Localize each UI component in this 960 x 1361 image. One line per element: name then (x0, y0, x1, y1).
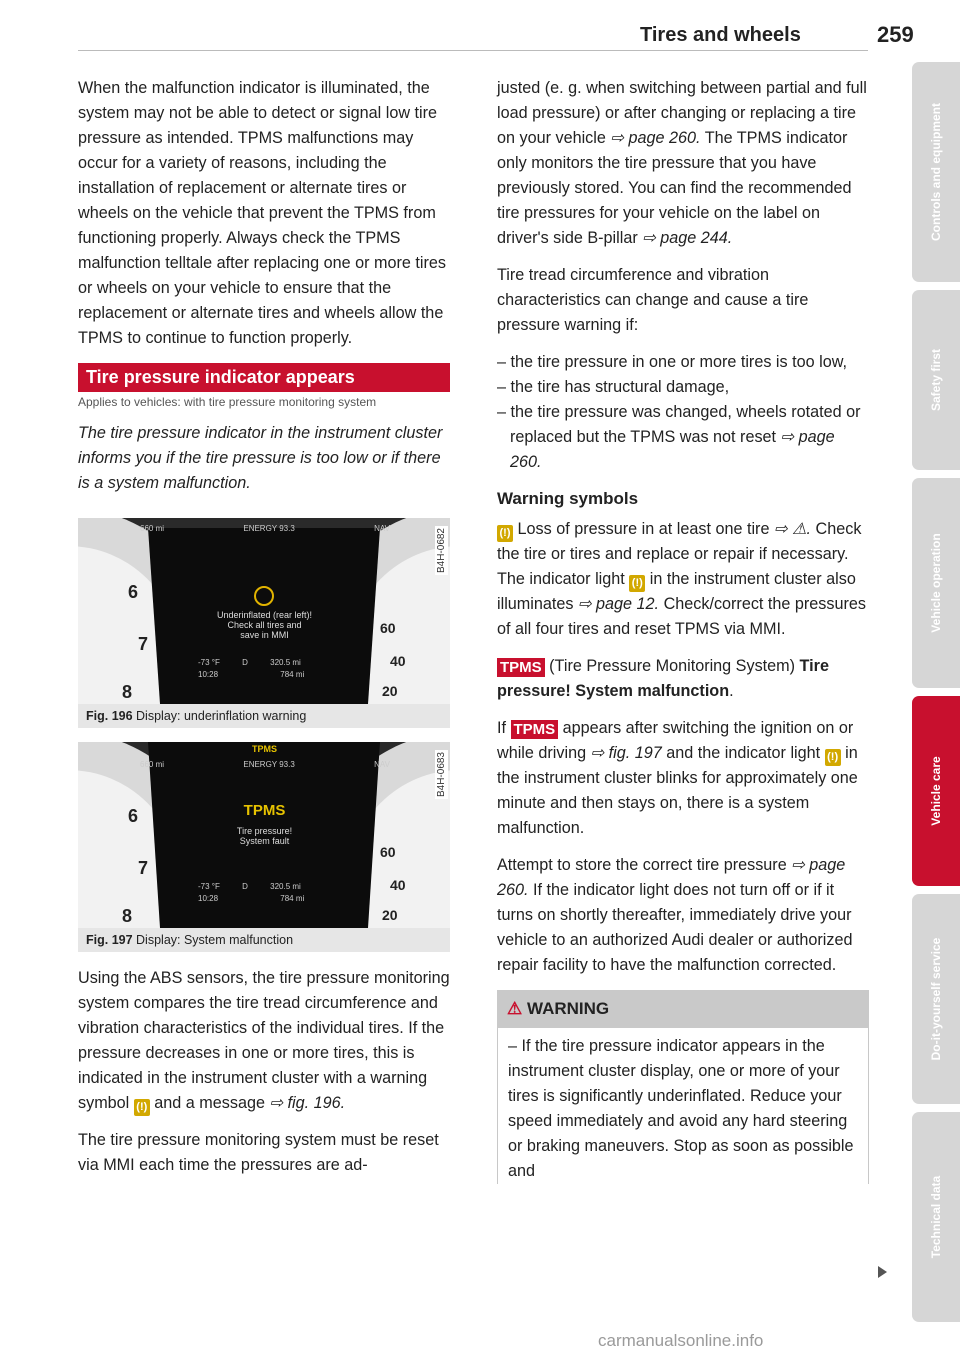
para-text: Loss of pressure in at least one tire (517, 520, 770, 538)
warning-body (497, 1028, 869, 1184)
tpms-indicator-icon: TPMS (497, 658, 545, 677)
page-reference: ⇨ page 12. (577, 595, 660, 613)
para-text: The TPMS indicator only monitors the tire pressure that you have previously stored. You can find the recommended tire pressures for your vehicle on the label on driver's side B-pillar (497, 129, 852, 247)
list-item: – the tire has structural damage, (497, 378, 730, 396)
para-text: If (497, 719, 506, 737)
figure-196-image (78, 518, 450, 704)
running-header-title: Tires and wheels (640, 24, 801, 46)
caption-label: Fig. 197 (86, 933, 133, 947)
para-text: appears after switching the ignition on or while driving (497, 719, 854, 762)
tab-label: Vehicle care (929, 756, 943, 826)
cluster-info-row-2 (198, 670, 338, 679)
cluster-info-row-2 (198, 894, 338, 903)
page-number: 259 (877, 22, 914, 47)
blink-paragraph (497, 716, 869, 841)
para-text: in the instrument cluster also illuminates (497, 570, 856, 613)
trip-readout: 320.5 mi (270, 658, 301, 667)
page-reference: ⇨ page 244. (642, 229, 733, 247)
gear-readout: D (242, 882, 248, 891)
message-line: Underinflated (rear left)! (216, 610, 313, 620)
cluster-status-bar (140, 760, 390, 769)
cluster-message (173, 826, 356, 846)
svg-text:8: 8 (122, 682, 133, 702)
svg-text:6: 6 (128, 582, 139, 602)
tire-pressure-indicator-icon: (!) (497, 525, 513, 542)
tab-controls-and-equipment[interactable] (912, 62, 960, 282)
header-rule (78, 50, 868, 51)
intro-paragraph: When the malfunction indicator is illuminated, the system may not be able to detect or signal low tire pressure as intended. TPMS malfunctions may occur for a variety of reasons, including the installation of replacement or alternate tires or wheels on the vehicle that prevent the TPMS from functioning properly. Always check the TPMS malfunction telltale after replacing one or more tires or wheels on your vehicle to ensure that the replacement or alternate tires and wheels allow the TPMS to continue to function properly. (78, 79, 446, 347)
figure-code: B4H-0682 (436, 528, 447, 574)
message-line: System fault (239, 836, 290, 846)
radio-readout: ENERGY 93.3 (243, 524, 295, 533)
figure-reference: ⇨ fig. 196. (269, 1094, 346, 1112)
cluster-info-row (198, 882, 338, 891)
para-text: Check the tire or tires and replace or repair if necessary. The indicator light (497, 520, 862, 588)
list-item: – the tire pressure in one or more tires is too low, (497, 353, 847, 371)
reset-paragraph: The tire pressure monitoring system must be reset via MMI each time the pressures are ad- (78, 1131, 439, 1174)
site-watermark: carmanualsonline.info (598, 1331, 764, 1350)
time-readout: 10:28 (198, 894, 219, 903)
time-readout: 10:28 (198, 670, 219, 679)
malfunction-title: Tire pressure! System malfunction (497, 657, 829, 700)
svg-text:7: 7 (138, 858, 149, 878)
causes-intro: Tire tread circumference and vibration characteristics can change and cause a tire pressure warning if: (497, 266, 809, 334)
message-line: Check all tires and (227, 620, 302, 630)
page-reference: ⇨ page 260. (497, 856, 846, 899)
continued-arrow-icon (878, 1266, 887, 1278)
applies-to-note: Applies to vehicles: with tire pressure monitoring system (78, 395, 377, 409)
odometer-readout: 784 mi (280, 894, 305, 903)
svg-text:8: 8 (122, 906, 133, 926)
message-line: save in MMI (240, 630, 289, 640)
range-readout: 660 mi (140, 524, 165, 533)
store-pressure-paragraph (497, 853, 869, 978)
left-column (78, 76, 450, 1190)
range-readout: 660 mi (140, 760, 165, 769)
caption-label: Fig. 196 (86, 709, 133, 723)
abs-paragraph (78, 966, 450, 1116)
svg-text:60: 60 (380, 844, 396, 860)
section-title: Tire pressure indicator appears (78, 363, 450, 392)
radio-readout: ENERGY 93.3 (243, 760, 295, 769)
abs-text: Using the ABS sensors, the tire pressure monitoring system compares the tire tread circumference and vibration characteristics of the individual tires. If the pressure decreases in one or more tires, this is indicated in the instrument cluster with a warning symbol (78, 969, 450, 1112)
para-text: Attempt to store the correct tire pressure (497, 856, 787, 874)
warning-box (497, 990, 869, 1184)
cluster-status-bar (140, 524, 390, 533)
tab-technical-data[interactable] (912, 1112, 960, 1322)
warning-header (497, 990, 869, 1028)
tab-vehicle-operation[interactable] (912, 478, 960, 688)
warning-text: – If the tire pressure indicator appears in the instrument cluster display, one or more of your tires is significantly underinflated. Reduce your speed immediately and avoid any hard steering or braking maneuvers. Stop as soon as possible and (508, 1037, 854, 1180)
page-reference: ⇨ page 260. (510, 428, 835, 471)
para-text: in the instrument cluster blinks for approximately one minute and then stays on, there is a system malfunction. (497, 744, 858, 837)
figure-196-caption (78, 704, 450, 728)
tab-do-it-yourself-service[interactable] (912, 894, 960, 1104)
tpms-banner: TPMS (251, 744, 277, 754)
tab-label: Technical data (929, 1175, 943, 1259)
temperature-readout: -73 °F (198, 882, 220, 891)
temperature-readout: -73 °F (198, 658, 220, 667)
tab-label: Safety first (929, 348, 943, 412)
tire-pressure-indicator-icon: (!) (629, 575, 645, 592)
cluster-message (173, 610, 356, 640)
para-text: Check/correct the pressures of all four tires and reset TPMS via MMI. (497, 595, 866, 638)
continued-paragraph (497, 76, 869, 251)
svg-text:60: 60 (380, 620, 396, 636)
list-item (497, 400, 869, 475)
page-reference: ⇨ page 260. (610, 129, 701, 147)
cluster-info-row (198, 658, 338, 667)
nav-readout: NAV (374, 524, 390, 533)
tire-pressure-indicator-icon: (!) (825, 749, 841, 766)
trip-readout: 320.5 mi (270, 882, 301, 891)
caption-text: Display: System malfunction (136, 933, 294, 947)
message-line: Tire pressure! (236, 826, 293, 836)
abs-text-2: and a message (154, 1094, 265, 1112)
figure-197-image (78, 742, 450, 928)
figure-reference: ⇨ fig. 197 (590, 744, 662, 762)
nav-readout: NAV (374, 760, 390, 769)
para-text: and the indicator light (666, 744, 821, 762)
tpms-title: TPMS (243, 802, 286, 819)
svg-text:40: 40 (390, 877, 406, 893)
svg-text:40: 40 (390, 653, 406, 669)
svg-text:20: 20 (382, 683, 398, 699)
para-text: If the indicator light does not turn off or if it turns on shortly thereafter, immediately drive your vehicle to an authorized Audi dealer or authorized repair facility to have the malfunction corrected. (497, 881, 853, 974)
tab-label: Do-it-yourself service (929, 937, 943, 1061)
tab-vehicle-care[interactable] (912, 696, 960, 886)
figure-code: B4H-0683 (436, 752, 447, 798)
para-text: justed (e. g. when switching between partial and full load pressure) or after changing or replacing a tire on your vehicle (497, 79, 867, 147)
odometer-readout: 784 mi (280, 670, 305, 679)
section-lead: The tire pressure indicator in the instrument cluster informs you if the tire pressure is too low or if there is a system malfunction. (78, 424, 443, 492)
tpms-indicator-icon: TPMS (511, 720, 559, 739)
warning-triangle-icon: ⚠ (507, 999, 523, 1018)
tab-label: Vehicle operation (929, 533, 943, 633)
svg-text:20: 20 (382, 907, 398, 923)
tab-safety-first[interactable] (912, 290, 960, 470)
tab-label: Controls and equipment (929, 103, 943, 241)
causes-list (497, 350, 869, 475)
caption-text: Display: underinflation warning (136, 709, 307, 723)
gear-readout: D (242, 658, 248, 667)
svg-text:6: 6 (128, 806, 139, 826)
loss-of-pressure-paragraph (497, 517, 869, 642)
warning-reference: ⇨ ⚠. (773, 520, 812, 538)
tire-pressure-indicator-icon: (!) (134, 1099, 150, 1116)
tpms-malfunction-paragraph: TPMS (Tire Pressure Monitoring System) Tire pressure! System malfunction. (497, 657, 829, 700)
para-text: (Tire Pressure Monitoring System) (549, 657, 796, 675)
figure-197-caption (78, 928, 450, 952)
list-item-text: – the tire pressure was changed, wheels rotated or replaced but the TPMS was not reset (497, 403, 861, 446)
svg-text:7: 7 (138, 634, 149, 654)
right-column (497, 76, 869, 1196)
warning-symbols-heading: Warning symbols (497, 489, 639, 508)
warning-title: WARNING (526, 999, 610, 1018)
